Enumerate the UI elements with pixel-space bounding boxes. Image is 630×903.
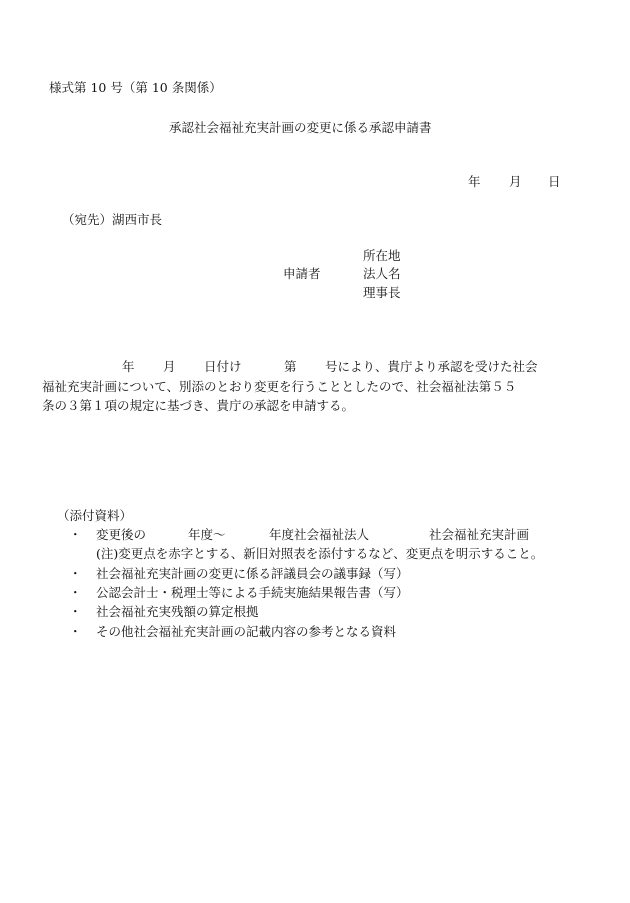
addressee: （宛先）湖西市長: [62, 212, 163, 227]
form-number: 様式第 10 号（第 10 条関係）: [49, 80, 222, 95]
attachments-heading: （添付資料）: [57, 508, 133, 523]
document-title: 承認社会福祉充実計画の変更に係る承認申請書: [169, 120, 432, 135]
attachment-item-cpa-report: 公認会計士・税理士等による手続実施結果報告書（写）: [96, 585, 409, 600]
body-month: 月: [163, 359, 176, 374]
applicant-corp-name-label: 法人名: [363, 266, 401, 281]
body-line1-rest: 号により、貴庁より承認を受けた社会: [325, 359, 538, 374]
item1-after-change: 変更後の: [96, 527, 147, 542]
attachment-item-other-references: その他社会福祉充実計画の記載内容の参考となる資料: [96, 624, 397, 639]
applicant-chairman-label: 理事長: [363, 285, 401, 300]
item1-fiscal-year-to: 年度社会福祉法人: [269, 527, 370, 542]
body-day-dated: 日付け: [204, 359, 242, 374]
date-year-label: 年: [468, 174, 481, 189]
applicant-label: 申請者: [283, 266, 321, 281]
bullet-icon: ・: [69, 624, 82, 639]
item1-note: (注)変更点を赤字とする、新旧対照表を添付するなど、変更点を明示すること。: [96, 546, 544, 561]
bullet-icon: ・: [69, 585, 82, 600]
applicant-address-label: 所在地: [363, 248, 401, 263]
bullet-icon: ・: [69, 527, 82, 542]
date-month-label: 月: [509, 174, 522, 189]
body-line2: 福祉充実計画について、別添のとおり変更を行うこととしたので、社会福祉法第５５: [42, 379, 517, 394]
item1-plan-name: 社会福祉充実計画: [429, 527, 530, 542]
item1-fiscal-year-from: 年度～: [188, 527, 226, 542]
body-line3: 条の３第１項の規定に基づき、貴庁の承認を申請する。: [42, 398, 355, 413]
bullet-icon: ・: [69, 604, 82, 619]
date-day-label: 日: [548, 174, 561, 189]
body-number-prefix: 第: [284, 359, 297, 374]
bullet-icon: ・: [69, 566, 82, 581]
attachment-item-calculation-basis: 社会福祉充実残額の算定根拠: [96, 604, 259, 619]
body-year: 年: [122, 359, 135, 374]
attachment-item-minutes: 社会福祉充実計画の変更に係る評議員会の議事録（写）: [96, 566, 409, 581]
